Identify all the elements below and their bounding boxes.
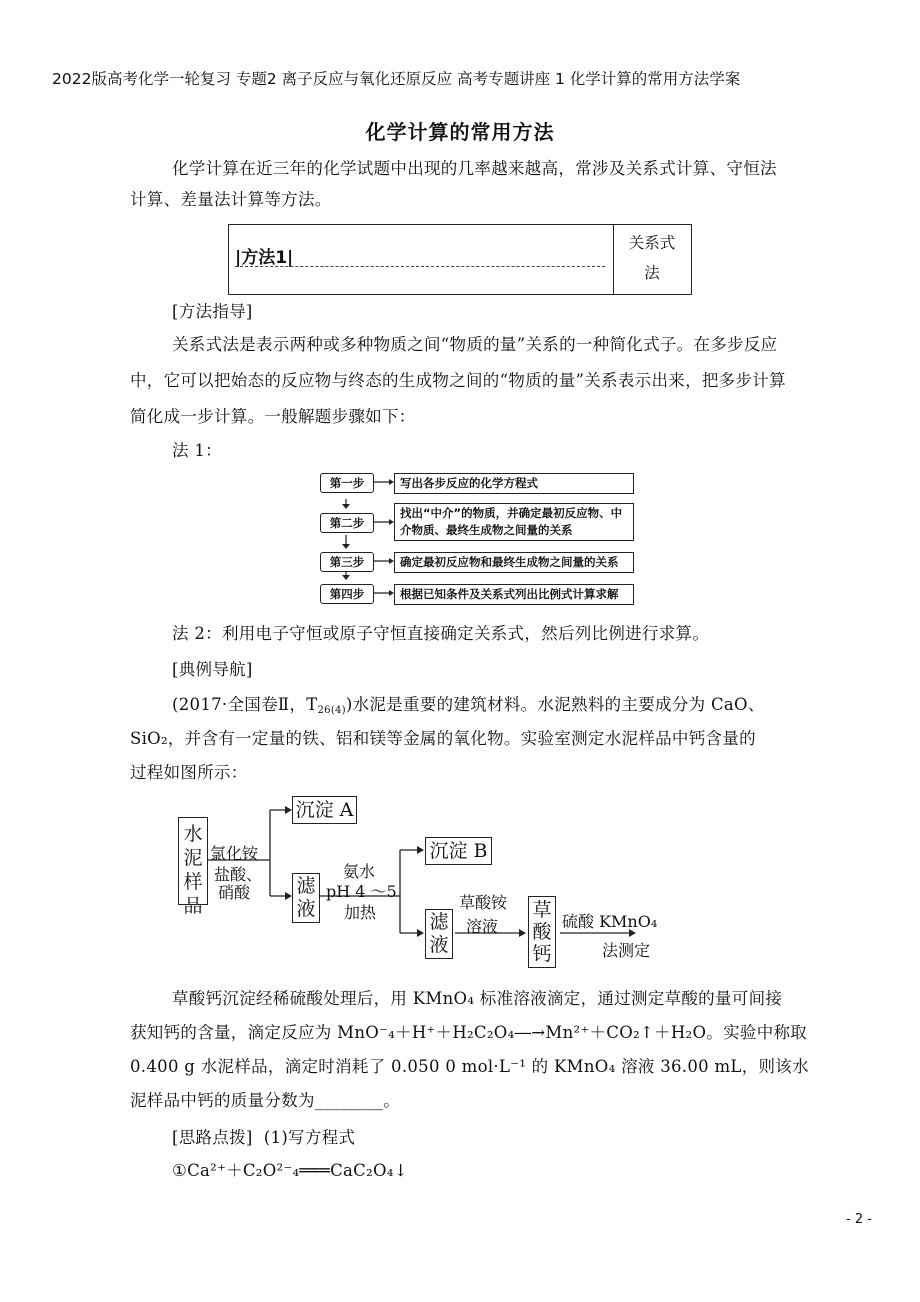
intro-paragraph: 化学计算在近三年的化学试题中出现的几率越来越高，常涉及关系式计算、守恒法计算、差量法计算等方法。 — [130, 159, 777, 209]
step-4-text: 根据已知条件及关系式列出比例式计算求解 — [394, 584, 634, 605]
document-header: 2022版高考化学一轮复习 专题2 离子反应与氧化还原反应 高考专题讲座 1 化学计算的常用方法学案 — [52, 70, 741, 88]
method-box — [228, 224, 692, 295]
page-title: 化学计算的常用方法 — [365, 120, 555, 144]
example-line-2: SiO₂，并含有一定量的铁、铝和镁等金属的氧化物。实验室测定水泥样品中钙含量的 — [130, 729, 756, 748]
problem-line-4: 泥样品中钙的质量分数为________。 — [130, 1091, 400, 1110]
step-3-text: 确定最初反应物和最终生成物之间量的关系 — [394, 552, 634, 573]
precipitate-a-box: 沉淀 A — [292, 796, 357, 824]
problem-line-1: 草酸钙沉淀经稀硫酸处理后，用 KMnO₄ 标准溶液滴定，通过测定草酸的量可间接 — [172, 989, 783, 1008]
guide-heading: [方法指导] — [172, 302, 253, 321]
sample-box: 水泥样品 — [178, 817, 208, 905]
step-1: 第一步 — [320, 473, 374, 493]
problem-line-2: 获知钙的含量，滴定反应为 MnO⁻₄＋H⁺＋H₂C₂O₄―→Mn²⁺＋CO₂↑＋H₂O。实验中称取 — [130, 1023, 808, 1042]
method-label: |方法1| — [235, 248, 294, 268]
example-line-3: 过程如图所示： — [130, 763, 248, 782]
problem-line-3: 0.400 g 水泥样品，滴定时消耗了 0.050 0 mol·L⁻¹ 的 KMnO₄ 溶液 36.00 mL，则该水 — [130, 1057, 809, 1076]
page-number: - 2 - — [846, 1212, 872, 1227]
dashed-divider — [235, 266, 605, 267]
filtrate-1-box: 滤液 — [292, 873, 320, 923]
reagent2-bot: 加热 — [344, 903, 377, 922]
step-1-text: 写出各步反应的化学方程式 — [394, 473, 634, 494]
step-3: 第三步 — [320, 552, 374, 572]
reagent3-top: 草酸铵 — [459, 893, 508, 912]
reagent1-top: 氯化铵 — [210, 844, 259, 863]
example-heading: [典例导航] — [172, 660, 253, 679]
method-name-line2: 法 — [644, 264, 660, 282]
reagent4-bot: 法测定 — [602, 941, 651, 960]
calcium-oxalate-box: 草酸钙 — [528, 896, 556, 968]
precipitate-b-box: 沉淀 B — [425, 837, 492, 865]
reagent3-bot: 溶液 — [466, 917, 499, 936]
reagent1-bot: 硝酸 — [218, 883, 251, 902]
method-name — [613, 225, 691, 294]
reagent4-top: 硫酸 KMnO₄ — [562, 912, 658, 931]
reagent1-mid: 盐酸、 — [214, 865, 263, 884]
hint-heading: [思路点拨] — [172, 1128, 253, 1147]
method-box-left — [229, 225, 614, 294]
step-2-text: 找出“中介”的物质，并确定最初反应物、中介物质、最终生成物之间量的关系 — [394, 503, 634, 541]
example-line-1: (2017·全国卷Ⅱ，$T_{26(4)}$)水泥是重要的建筑材料。水泥熟料的主要成分为 CaO、 — [172, 695, 765, 716]
step-2: 第二步 — [320, 513, 374, 533]
hint-sub: (1)写方程式 — [263, 1128, 356, 1147]
hint-line — [172, 1124, 355, 1148]
reagent2-mid: pH 4 ～5 — [326, 882, 397, 901]
equation-line: ①Ca²⁺＋C₂O²⁻₄═══CaC₂O₄↓ — [172, 1161, 408, 1180]
reagent2-top: 氨水 — [343, 862, 376, 881]
step-4: 第四步 — [320, 584, 374, 604]
method-name-line1: 关系式 — [628, 234, 676, 252]
method2-text: 法 2：利用电子守恒或原子守恒直接确定关系式，然后列比例进行求算。 — [172, 624, 710, 643]
method1-label: 法 1： — [172, 441, 222, 460]
filtrate-2-box: 滤液 — [425, 909, 453, 959]
guide-paragraph: 关系式法是表示两种或多种物质之间“物质的量”关系的一种简化式子。在多步反应中，它可以把始态的反应物与终态的生成物之间的“物质的量”关系表示出来，把多步计算简化成一步计算。一般解题步骤如下： — [130, 335, 786, 426]
